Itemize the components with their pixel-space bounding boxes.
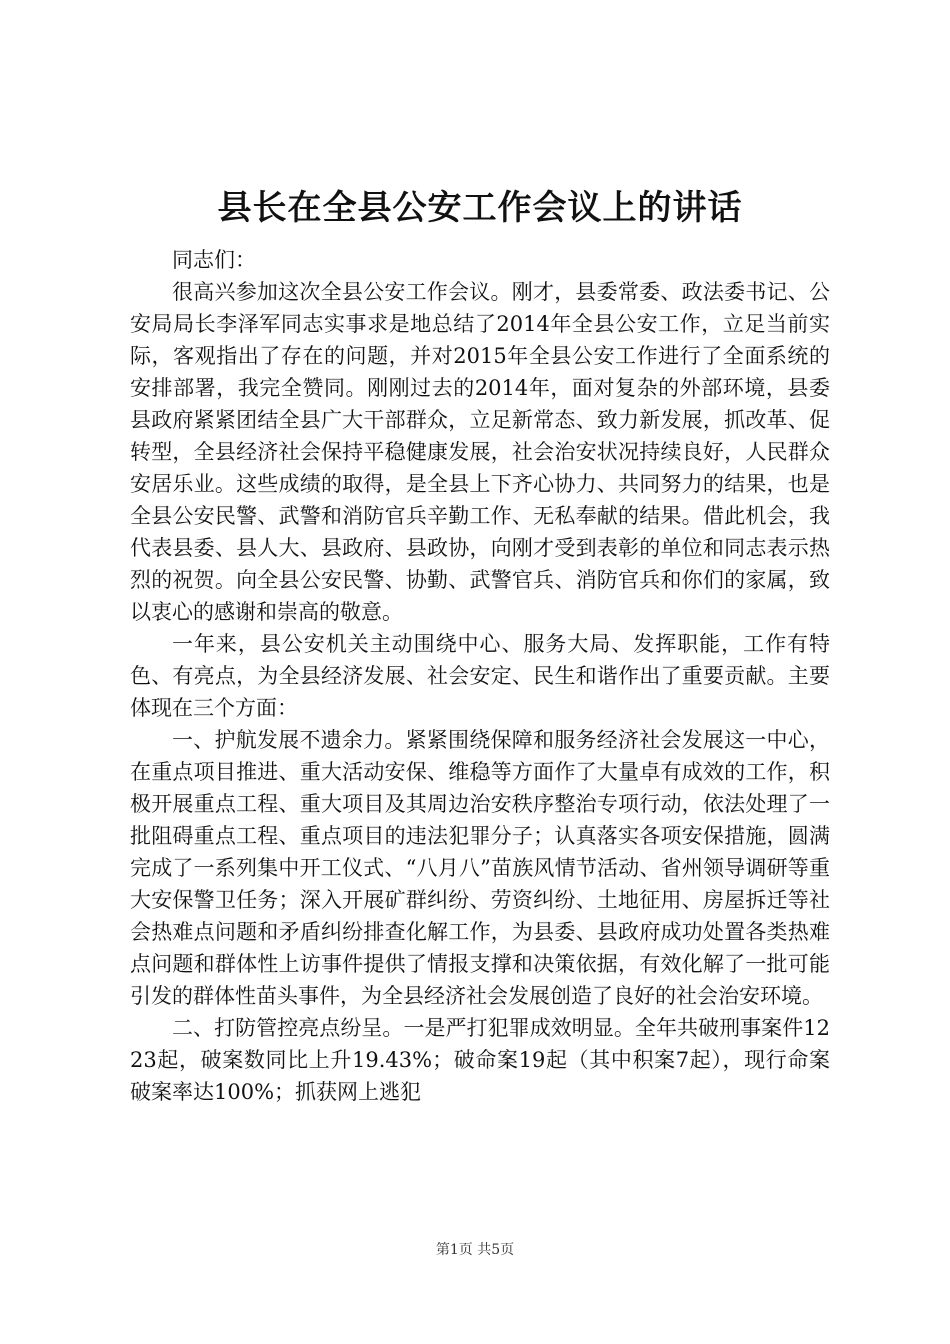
paragraph-intro: 很高兴参加这次全县公安工作会议。刚才，县委常委、政法委书记、公安局局长李泽军同志实事求是地总结了2014年全县公安工作，立足当前实际，客观指出了存在的问题，并对2015年全县公安工作进行了全面系统的安排部署，我完全赞同。刚刚过去的2014年，面对复杂的外部环境，县委县政府紧紧团结全县广大干部群众，立足新常态、致力新发展，抓改革、促转型，全县经济社会保持平稳健康发展，社会治安状况持续良好，人民群众安居乐业。这些成绩的取得，是全县上下齐心协力、共同努力的结果，也是全县公安民警、武警和消防官兵辛勤工作、无私奉献的结果。借此机会，我代表县委、县人大、县政府、县政协，向刚才受到表彰的单位和同志表示热烈的祝贺。向全县公安民警、协勤、武警官兵、消防官兵和你们的家属，致以衷心的感谢和崇高的敬意。 [130,280,830,624]
document-title: 县长在全县公安工作会议上的讲话 [217,188,743,228]
page-footer: 第1页 共5页 [435,1242,515,1258]
salutation: 同志们： [172,248,256,272]
document-page [130,180,830,1108]
paragraph-point-two: 二、打防管控亮点纷呈。一是严打犯罪成效明显。全年共破刑事案件1223起，破案数同比上升19.43%；破命案19起（其中积案7起），现行命案破案率达100%；抓获网上逃犯 [130,1016,830,1104]
paragraph-point-one: 一、护航发展不遗余力。紧紧围绕保障和服务经济社会发展这一中心，在重点项目推进、重大活动安保、维稳等方面作了大量卓有成效的工作，积极开展重点工程、重大项目及其周边治安秩序整治专项行动，依法处理了一批阻碍重点工程、重点项目的违法犯罪分子；认真落实各项安保措施，圆满完成了一系列集中开工仪式、“八月八”苗族风情节活动、省州领导调研等重大安保警卫任务；深入开展矿群纠纷、劳资纠纷、土地征用、房屋拆迁等社会热难点问题和矛盾纠纷排查化解工作，为县委、县政府成功处置各类热难点问题和群体性上访事件提供了情报支撑和决策依据，有效化解了一批可能引发的群体性苗头事件，为全县经济社会发展创造了良好的社会治安环境。 [130,728,830,1008]
paragraph-overview: 一年来，县公安机关主动围绕中心、服务大局、发挥职能，工作有特色、有亮点，为全县经济发展、社会安定、民生和谐作出了重要贡献。主要体现在三个方面： [130,632,830,720]
